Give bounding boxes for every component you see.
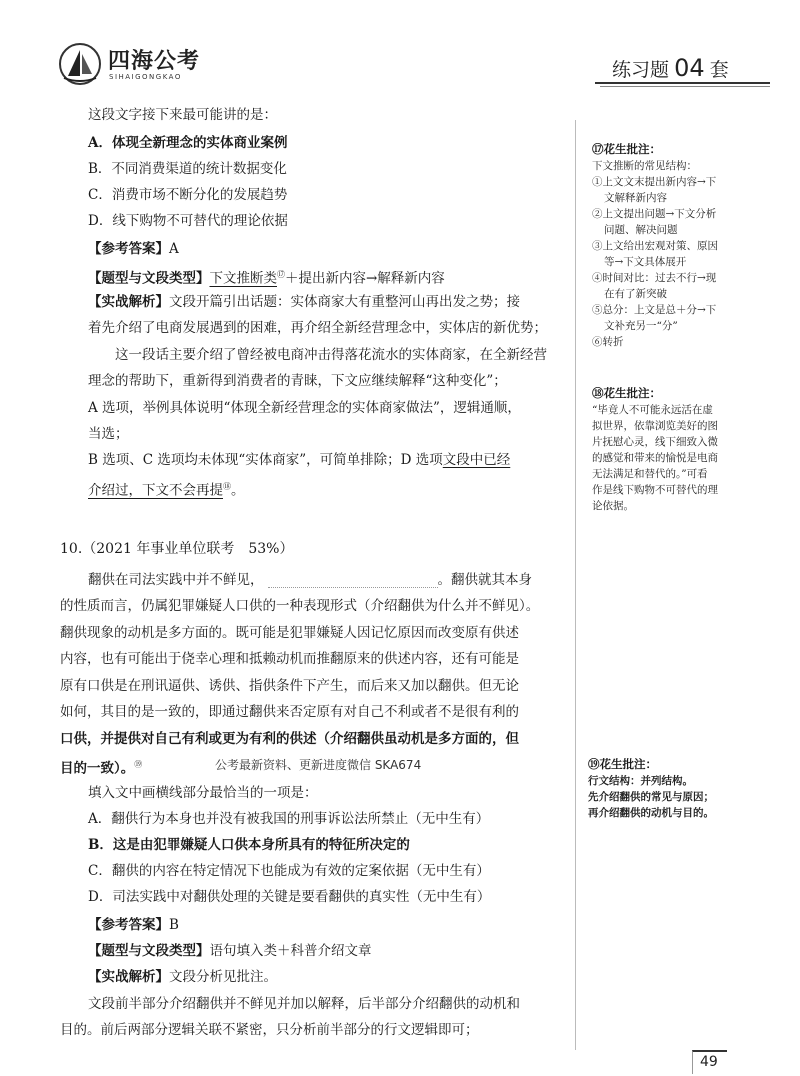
q10-option-d: D．司法实践中对翻供处理的关键是要看翻供的真实性（无中生有） xyxy=(88,889,491,905)
brand-name-pinyin: SIHAIGONGKAO xyxy=(109,73,182,81)
q10-answer xyxy=(88,913,179,937)
q10-heading: 10.（2021 年事业单位联考 53%） xyxy=(60,541,294,557)
page-number: 49 xyxy=(700,1054,718,1070)
note-19-line: 再介绍翻供的动机与目的。 xyxy=(588,807,714,819)
q9-answer-value: A xyxy=(169,241,179,257)
q10-option-c: C．翻供的内容在特定情况下也能成为有效的定案依据（无中生有） xyxy=(88,863,490,879)
note-18-line: 论依据。 xyxy=(592,500,634,512)
note-17-line: 问题、解决问题 xyxy=(604,224,678,236)
note-17-line: ③上文给出宏观对策、原因 xyxy=(592,240,718,252)
q9-analysis-line-4: 理念的帮助下，重新得到消费者的青睐，下文应继续解释“这种变化”； xyxy=(88,373,507,389)
q10-tail-line-2: 目的。前后两部分逻辑关联不紧密，只分析前半部分的行文逻辑即可； xyxy=(60,1022,479,1038)
watermark-text: 公考最新资料、更新进度微信 SKA674 xyxy=(215,758,422,772)
q9-analysis-note: ⑱ xyxy=(223,482,231,491)
note-18-title: ⑱花生批注： xyxy=(592,386,661,400)
q10-para-line-8 xyxy=(60,753,142,781)
note-17-line: ⑥转折 xyxy=(592,336,624,348)
header-rule xyxy=(595,82,770,84)
sailboat-logo-icon xyxy=(58,42,102,86)
note-17-line: 在有了新突破 xyxy=(604,288,667,300)
note-17-line: ②上文提出问题→下文分析 xyxy=(592,208,717,220)
note-18-line: “毕竟人不可能永远活在虚 xyxy=(592,404,713,416)
q9-analysis-line-6: 当选； xyxy=(88,426,129,442)
q10-tail-line-1: 文段前半部分介绍翻供并不鲜见并加以解释，后半部分介绍翻供的动机和 xyxy=(88,996,520,1012)
set-suffix: 套 xyxy=(709,59,729,81)
note-18-line: 片抚慰心灵，线下细致入微 xyxy=(592,436,718,448)
set-number: 04 xyxy=(674,54,705,82)
note-17-line: 下文推断的常见结构： xyxy=(592,160,697,172)
note-18-line: 的感觉和带来的愉悦是电商 xyxy=(592,452,718,464)
q9-analysis-line-8-underlined: 介绍过，下文不会再提 xyxy=(88,482,223,499)
note-18-line: 无法满足和替代的。”可看 xyxy=(592,468,708,480)
note-17-line: 等→下文具体展开 xyxy=(604,256,687,268)
q10-para-line-1 xyxy=(88,568,532,592)
q10-option-a: A．翻供行为本身也并没有被我国的刑事诉讼法所禁止（无中生有） xyxy=(88,811,490,827)
note-19-line: 先介绍翻供的常见与原因； xyxy=(588,791,714,803)
q10-para-line-2: 的性质而言，仍属犯罪嫌疑人口供的一种表现形式（介绍翻供为什么并不鲜见）。 xyxy=(60,598,540,614)
note-19-line: 行文结构：并列结构。 xyxy=(588,775,693,787)
q9-analysis-label: 【实战解析】 xyxy=(88,294,169,310)
note-17-line: ①上文文末提出新内容→下 xyxy=(592,176,717,188)
note-17-title: ⑰花生批注： xyxy=(592,142,661,156)
q10-para-text-1b: 。翻供就其本身 xyxy=(437,572,532,588)
q10-analysis-label: 【实战解析】 xyxy=(88,969,169,985)
q10-analysis xyxy=(88,965,277,989)
q10-para-note: ⑲ xyxy=(134,760,143,769)
q10-type-label: 【题型与文段类型】 xyxy=(88,943,210,959)
q10-answer-value: B xyxy=(169,917,179,933)
q10-option-b: B．这是由犯罪嫌疑人口供本身所具有的特征所决定的 xyxy=(88,837,410,853)
brand-name: 四海公考 xyxy=(108,49,201,74)
q9-option-b: B．不同消费渠道的统计数据变化 xyxy=(88,161,287,177)
q10-para-line-4: 内容，也有可能出于侥幸心理和抵赖动机而推翻原来的供述内容，还有可能是 xyxy=(60,651,519,667)
note-17-line: 文补充另一“分” xyxy=(604,320,678,332)
q10-para-text-8: 目的一致）。 xyxy=(60,760,135,777)
q10-answer-label: 【参考答案】 xyxy=(88,917,169,933)
q10-para-line-6: 如何，其目的是一致的，即通过翻供来否定原有对自己不利或者不是很有利的 xyxy=(60,704,519,720)
q9-option-c: C．消费市场不断分化的发展趋势 xyxy=(88,187,288,203)
q10-type xyxy=(88,939,372,963)
q10-para-text-1: 翻供在司法实践中并不鲜见， xyxy=(88,572,264,588)
set-label: 练习题 xyxy=(612,59,670,81)
q9-type-note: ⑰ xyxy=(277,270,285,279)
q10-type-value: 语句填入类＋科普介绍文章 xyxy=(209,943,372,959)
q9-analysis-line-5: A 选项，举例具体说明“体现全新经营理念的实体商家做法”，逻辑通顺， xyxy=(88,400,521,416)
q10-stem: 填入文中画横线部分最恰当的一项是： xyxy=(88,785,318,801)
note-18-line: 作是线下购物不可替代的理 xyxy=(592,484,718,496)
q10-analysis-value: 文段分析见批注。 xyxy=(169,969,277,985)
q9-type-rest: ＋提出新内容→解释新内容 xyxy=(285,270,445,287)
q10-para-line-7: 口供，并提供对自己有利或更为有利的供述（介绍翻供虽动机是多方面的，但 xyxy=(60,731,519,747)
brand-logo xyxy=(58,40,218,90)
q9-type xyxy=(88,263,445,291)
q9-option-a: A．体现全新理念的实体商业案例 xyxy=(88,135,288,151)
q9-stem: 这段文字接下来最可能讲的是： xyxy=(88,107,277,123)
note-18-line: 拟世界，依靠浏览美好的图 xyxy=(592,420,718,432)
q9-option-d: D．线下购物不可替代的理论依据 xyxy=(88,213,288,229)
note-19-title: ⑲花生批注： xyxy=(588,757,657,771)
q10-blank xyxy=(268,573,438,588)
note-17-line: ④时间对比：过去不行→现 xyxy=(592,272,717,284)
note-17-line: ⑤总分：上文是总＋分→下 xyxy=(592,304,717,316)
q9-analysis-line-3: 这一段话主要介绍了曾经被电商冲击得落花流水的实体商家，在全新经营 xyxy=(115,347,547,363)
sidebar-divider xyxy=(575,120,576,1050)
q10-para-line-3: 翻供现象的动机是多方面的。既可能是犯罪嫌疑人因记忆原因而改变原有供述 xyxy=(60,625,519,641)
q9-analysis-line-7-underlined: 文段中已经 xyxy=(442,452,511,468)
header-rule-thin xyxy=(600,86,770,87)
q9-analysis-line-8 xyxy=(88,475,245,503)
q9-answer xyxy=(88,237,179,261)
q9-type-label: 【题型与文段类型】 xyxy=(88,270,210,287)
q9-analysis-line-7-text: B 选项、C 选项均未体现“实体商家”，可简单排除；D 选项 xyxy=(88,452,443,468)
q9-analysis-text: 文段开篇引出话题：实体商家大有重整河山再出发之势；接 xyxy=(169,294,520,310)
practice-set-title xyxy=(612,54,729,82)
q9-answer-label: 【参考答案】 xyxy=(88,241,169,257)
q9-analysis-line-7 xyxy=(88,448,510,472)
q9-analysis-line-1 xyxy=(88,290,520,314)
q9-analysis-end: 。 xyxy=(231,482,245,499)
note-17-line: 文解释新内容 xyxy=(604,192,667,204)
q9-type-value: 下文推断类 xyxy=(209,270,277,287)
q9-analysis-line-2: 着先介绍了电商发展遇到的困难，再介绍全新经营理念中，实体店的新优势； xyxy=(88,320,547,336)
q10-para-line-5: 原有口供是在刑讯逼供、诱供、指供条件下产生，而后来又加以翻供。但无论 xyxy=(60,678,519,694)
